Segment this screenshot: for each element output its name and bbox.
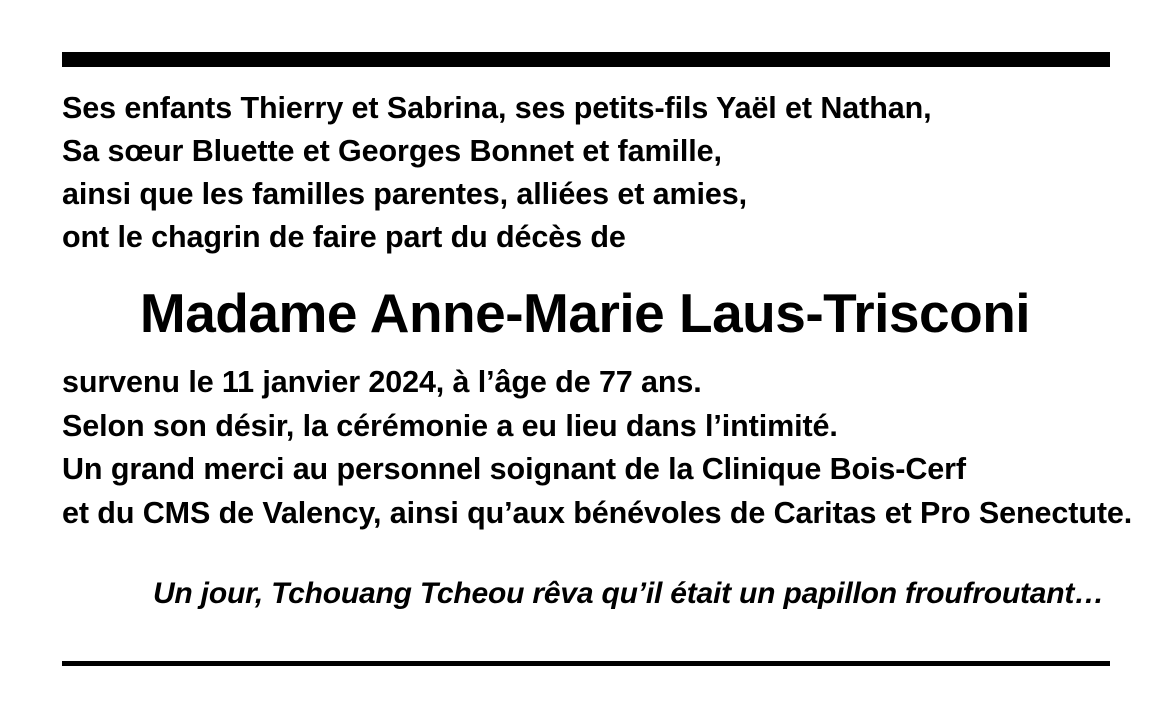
intro-line: ainsi que les familles parentes, alliées et amies, [62, 177, 747, 211]
detail-line: Un grand merci au personnel soignant de la Clinique Bois-Cerf [62, 452, 966, 486]
death-notice [0, 52, 1170, 720]
intro-line: Ses enfants Thierry et Sabrina, ses petits-fils Yaël et Nathan, [62, 91, 932, 125]
closing-quote: Un jour, Tchouang Tcheou rêva qu’il était un papillon froufroutant… [152, 577, 1104, 610]
top-rule-divider [62, 52, 1110, 67]
intro-block [62, 87, 1108, 259]
intro-line: Sa sœur Bluette et Georges Bonnet et famille, [62, 134, 722, 168]
detail-line: Selon son désir, la cérémonie a eu lieu dans l’intimité. [62, 408, 838, 443]
details-block [62, 361, 1133, 535]
detail-line: survenu le 11 janvier 2024, à l’âge de 77 ans. [62, 365, 702, 399]
deceased-name: Madame Anne-Marie Laus-Trisconi [139, 282, 1031, 344]
detail-line: et du CMS de Valency, ainsi qu’aux bénévoles de Caritas et Pro Senectute. [62, 495, 1133, 530]
intro-line: ont le chagrin de faire part du décès de [62, 220, 626, 254]
bottom-rule-divider [62, 661, 1110, 666]
